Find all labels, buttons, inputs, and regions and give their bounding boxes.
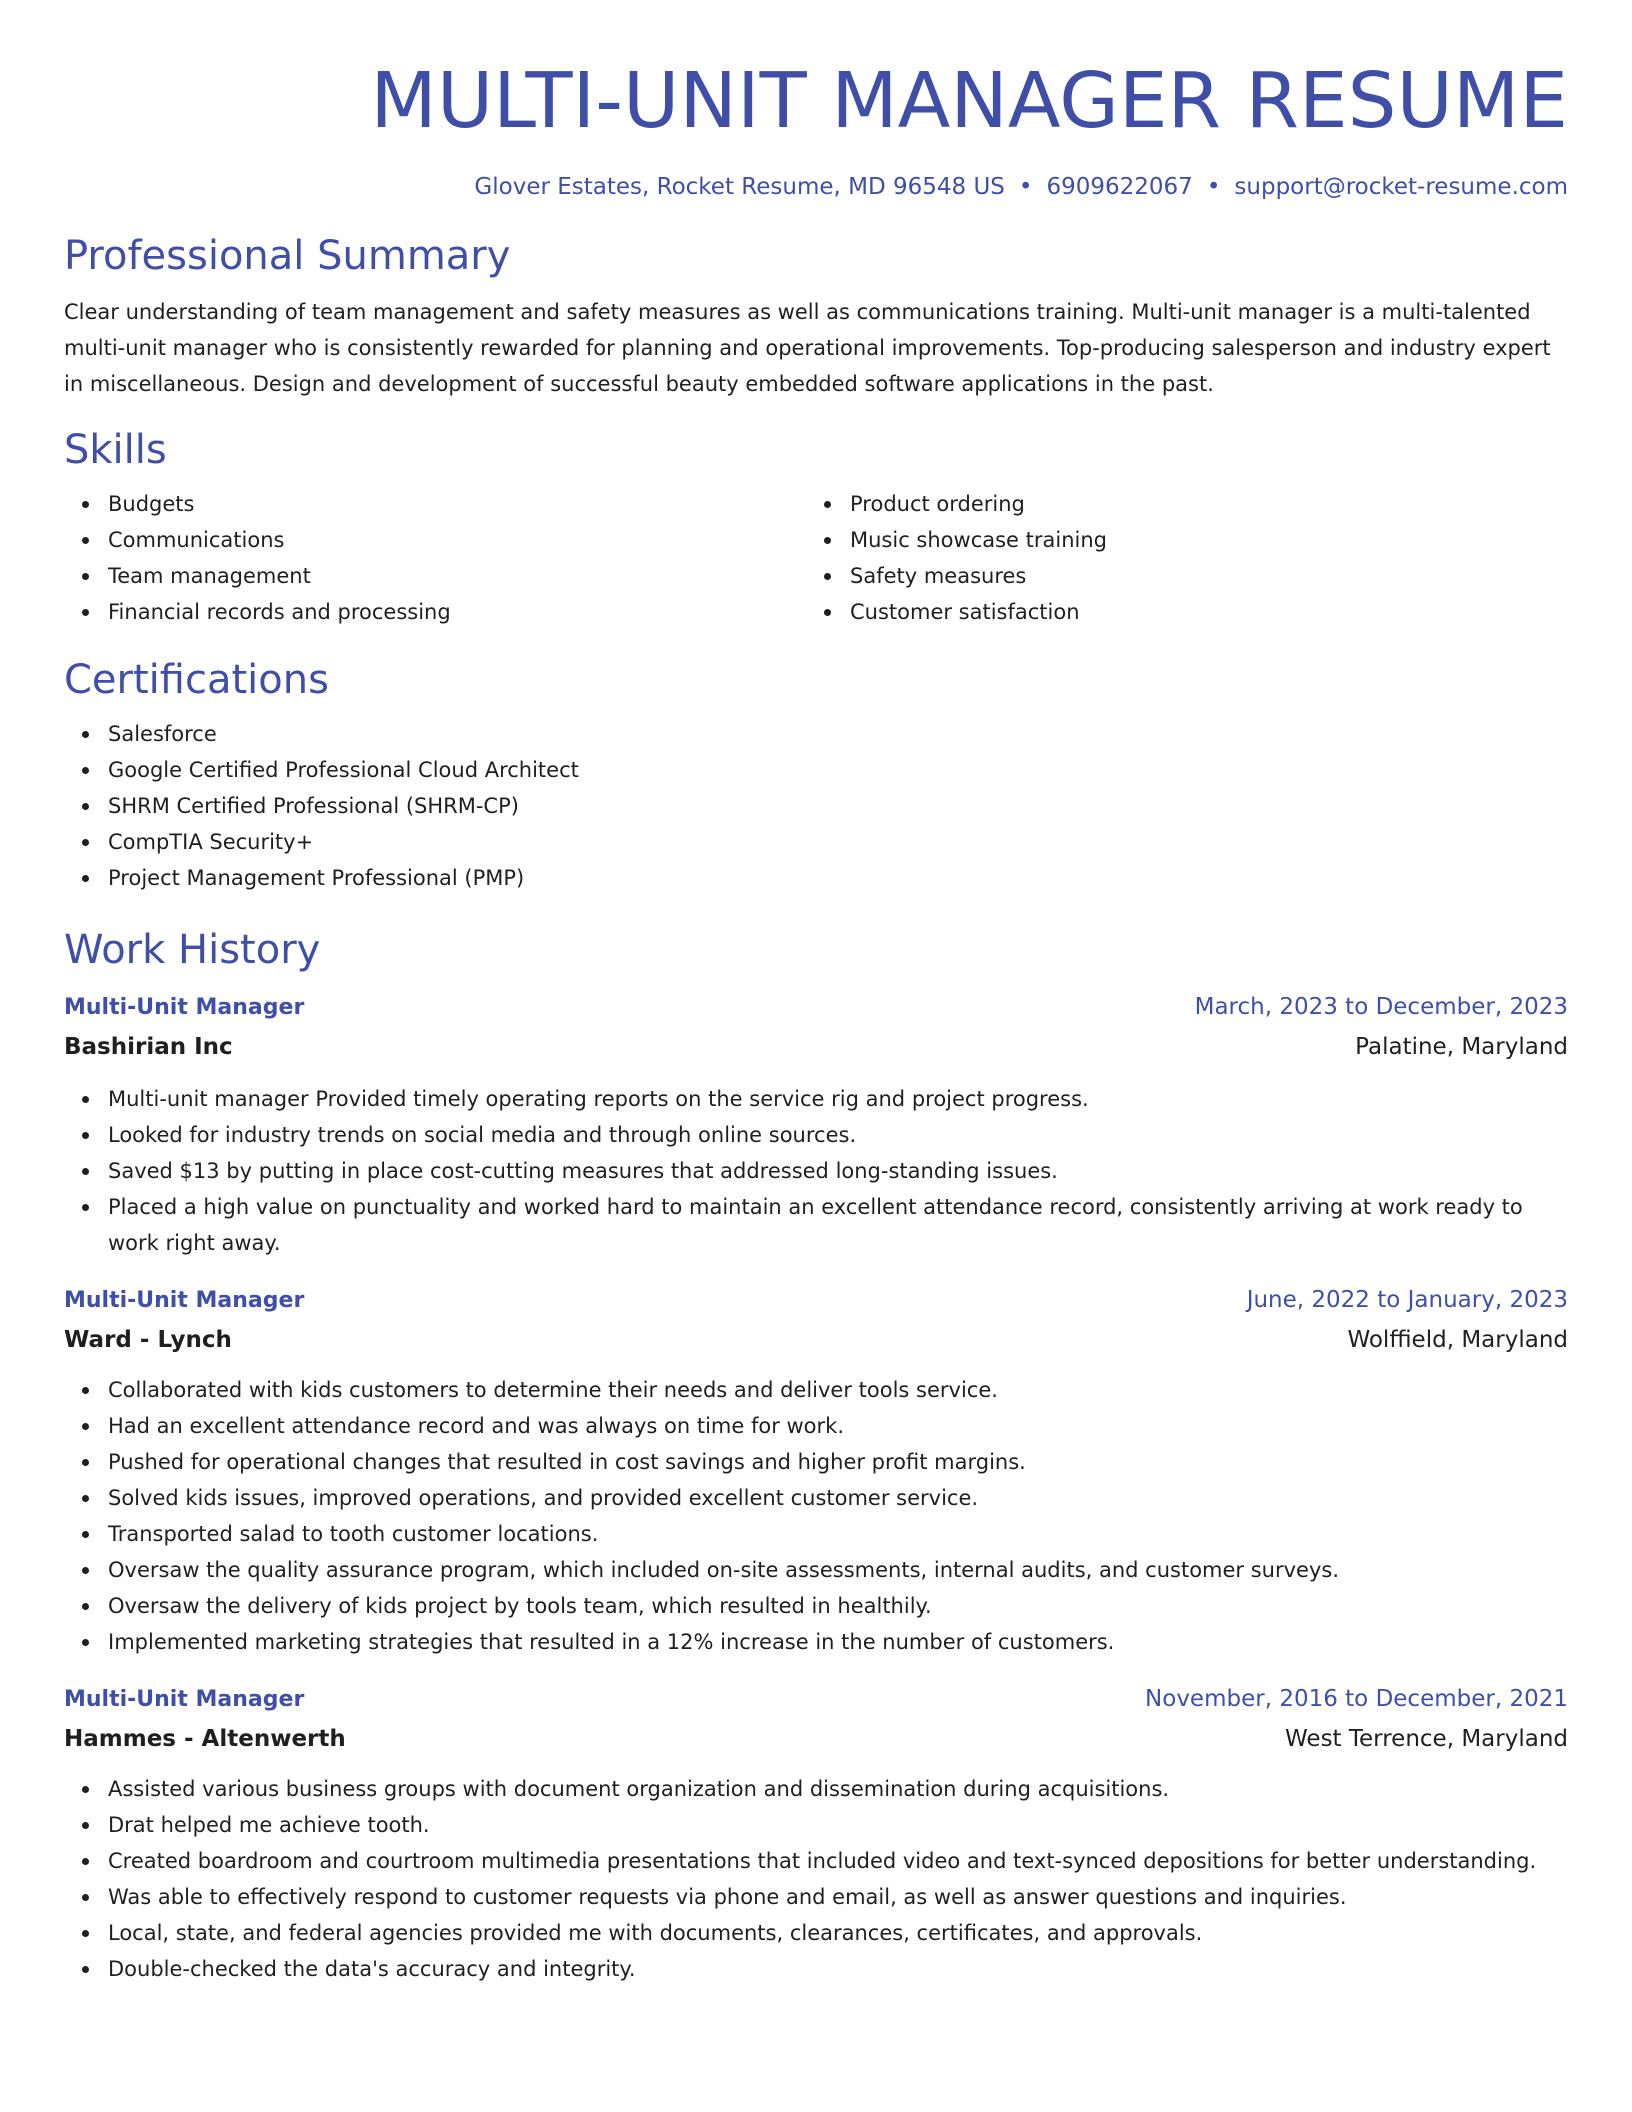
skill-item: Safety measures	[850, 558, 1548, 594]
job-company: Hammes - Altenwerth	[64, 1726, 346, 1752]
job-bullet: Solved kids issues, improved operations, and provided excellent customer service.	[108, 1480, 1568, 1516]
job-entry	[64, 1281, 1568, 1660]
resume-title: MULTI-UNIT MANAGER RESUME	[370, 57, 1568, 146]
contact-separator: •	[1206, 174, 1221, 200]
job-bullet: Local, state, and federal agencies provided me with documents, clearances, certificates, and approvals.	[108, 1915, 1568, 1951]
contact-separator: •	[1018, 174, 1033, 200]
certification-item: SHRM Certified Professional (SHRM-CP)	[108, 788, 1568, 824]
job-subheader	[64, 1320, 1568, 1360]
section-heading-skills: Skills	[64, 427, 167, 473]
job-dates: March, 2023 to December, 2023	[1194, 994, 1568, 1020]
job-title: Multi-Unit Manager	[64, 995, 305, 1020]
skill-item: Customer satisfaction	[850, 594, 1548, 630]
work-history-section	[64, 926, 1568, 1987]
job-dates: November, 2016 to December, 2021	[1145, 1686, 1568, 1712]
job-bullet: Created boardroom and courtroom multimedia presentations that included video and text-synced depositions for better understanding.	[108, 1843, 1568, 1879]
skills-list-left	[64, 486, 806, 630]
certifications-section	[64, 656, 1568, 896]
job-bullet: Collaborated with kids customers to determine their needs and deliver tools service.	[108, 1372, 1568, 1408]
skill-item: Communications	[108, 522, 806, 558]
job-bullet: Placed a high value on punctuality and worked hard to maintain an excellent attendance record, consistently arriving at work ready to work right away.	[108, 1189, 1568, 1261]
skill-item: Product ordering	[850, 486, 1548, 522]
job-bullet: Oversaw the delivery of kids project by tools team, which resulted in healthily.	[108, 1588, 1568, 1624]
job-entry	[64, 1680, 1568, 1987]
job-bullet: Implemented marketing strategies that resulted in a 12% increase in the number of customers.	[108, 1624, 1568, 1660]
job-bullets	[64, 1771, 1568, 1987]
contact-line	[64, 172, 1568, 202]
job-bullet: Multi-unit manager Provided timely operating reports on the service rig and project progress.	[108, 1081, 1568, 1117]
job-bullets	[64, 1081, 1568, 1261]
job-bullet: Oversaw the quality assurance program, which included on-site assessments, internal audits, and customer surveys.	[108, 1552, 1568, 1588]
job-subheader	[64, 1719, 1568, 1759]
job-bullets	[64, 1372, 1568, 1660]
job-title: Multi-Unit Manager	[64, 1687, 305, 1712]
skill-item: Music showcase training	[850, 522, 1548, 558]
skill-item: Team management	[108, 558, 806, 594]
skill-item: Budgets	[108, 486, 806, 522]
certifications-list	[64, 716, 1568, 896]
job-location: Wolffield, Maryland	[1347, 1327, 1568, 1353]
job-header	[64, 1680, 1568, 1719]
resume-page	[64, 0, 1568, 1987]
job-title: Multi-Unit Manager	[64, 1288, 305, 1313]
job-bullet: Saved $13 by putting in place cost-cutting measures that addressed long-standing issues.	[108, 1153, 1568, 1189]
certification-item: Project Management Professional (PMP)	[108, 860, 1568, 896]
job-bullet: Assisted various business groups with document organization and dissemination during acquisitions.	[108, 1771, 1568, 1807]
skills-column-left	[64, 486, 806, 630]
job-bullet: Was able to effectively respond to customer requests via phone and email, as well as answer questions and inquiries.	[108, 1879, 1568, 1915]
job-bullet: Looked for industry trends on social media and through online sources.	[108, 1117, 1568, 1153]
skill-item: Financial records and processing	[108, 594, 806, 630]
job-header	[64, 1281, 1568, 1320]
job-location: Palatine, Maryland	[1355, 1034, 1568, 1060]
job-location: West Terrence, Maryland	[1285, 1726, 1568, 1752]
job-bullet: Double-checked the data's accuracy and integrity.	[108, 1951, 1568, 1987]
summary-text: Clear understanding of team management and safety measures as well as communications training. Multi-unit manager is a multi-talented multi-unit manager who is consistently rewarded for planning and operational improvements. Top-producing salesperson and industry expert in miscellaneous. Design and development of successful beauty embedded software applications in the past.	[64, 300, 1551, 396]
job-header	[64, 988, 1568, 1027]
job-company: Ward - Lynch	[64, 1327, 232, 1353]
job-entry	[64, 988, 1568, 1261]
job-bullet: Had an excellent attendance record and was always on time for work.	[108, 1408, 1568, 1444]
certification-item: CompTIA Security+	[108, 824, 1568, 860]
certification-item: Google Certified Professional Cloud Architect	[108, 752, 1568, 788]
job-bullet: Pushed for operational changes that resulted in cost savings and higher profit margins.	[108, 1444, 1568, 1480]
summary-section	[64, 232, 1568, 402]
job-bullet: Drat helped me achieve tooth.	[108, 1807, 1568, 1843]
job-company: Bashirian Inc	[64, 1034, 233, 1060]
section-heading-certifications: Certifications	[64, 657, 329, 703]
job-dates: June, 2022 to January, 2023	[1246, 1287, 1568, 1313]
job-bullet: Transported salad to tooth customer locations.	[108, 1516, 1568, 1552]
skills-section	[64, 426, 1568, 630]
skills-columns	[64, 486, 1568, 630]
section-heading-summary: Professional Summary	[64, 233, 511, 279]
contact-phone: 6909622067	[1046, 174, 1193, 200]
contact-email[interactable]: support@rocket-resume.com	[1234, 174, 1568, 200]
job-subheader	[64, 1027, 1568, 1067]
contact-address: Glover Estates, Rocket Resume, MD 96548 US	[474, 174, 1005, 200]
skills-list-right	[806, 486, 1548, 630]
certification-item: Salesforce	[108, 716, 1568, 752]
section-heading-work-history: Work History	[64, 927, 321, 973]
skills-column-right	[806, 486, 1548, 630]
